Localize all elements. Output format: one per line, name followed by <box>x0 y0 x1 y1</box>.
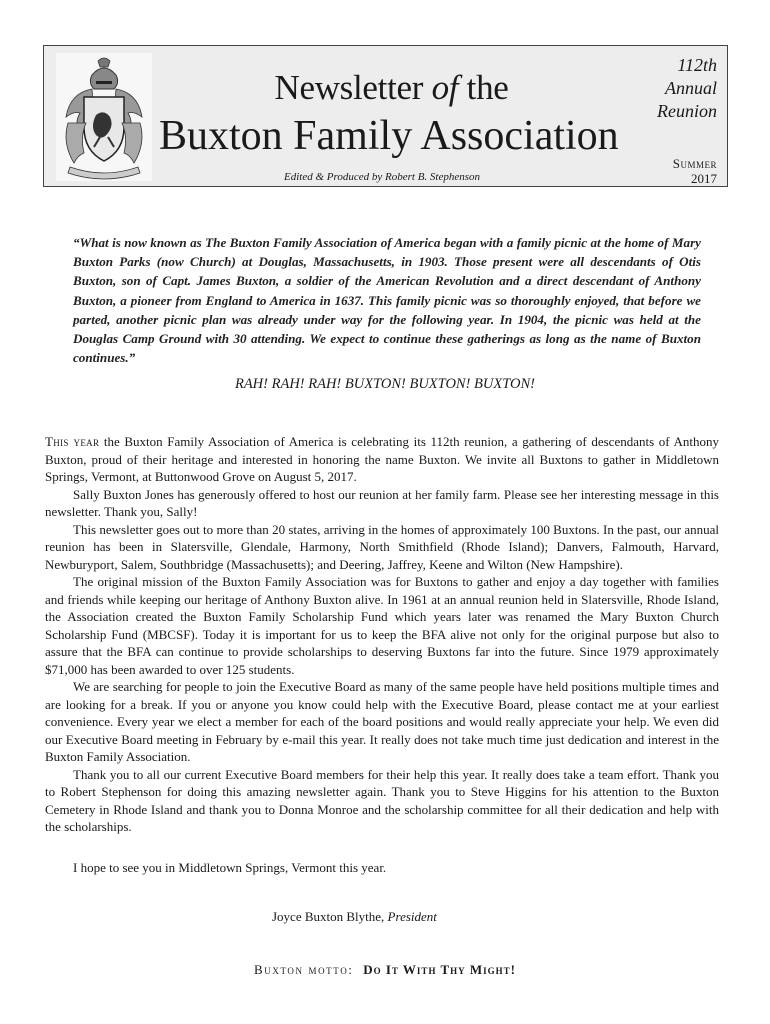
body-paragraph-5: We are searching for people to join the Executive Board as many of the same people have held positions multiple times and are looking for a break. If you or anyone you know could help with the Executive Board, please contact me at your earliest convenience. Every year we elect a member for each of the board positions and would really appreciate your help. We even did our Executive Board meeting in February by e-mail this year. It really does not take much time just dedication and interest in the Buxton Family Association. <box>45 679 719 764</box>
body-paragraph-6: Thank you to all our current Executive Board members for their help this year. It really does take a team effort. Thank you to Robert Stephenson for doing this amazing newsletter again. Thank you to Steve Higgins for his attention to the Buxton Cemetery in Rhode Island and thank you to Donna Monroe and the scholarship committee for all their dedication and help with the scholarships. <box>45 766 719 834</box>
signature-name: Joyce Buxton Blythe, <box>272 909 388 924</box>
annual-number: 112th <box>677 55 717 75</box>
body-paragraph-3: This newsletter goes out to more than 20 states, arriving in the homes of approximately 100 Buxtons. In the past, our annual reunion has been in Slatersville, Glendale, Harmony, North Smithfield (Rhode Island); Danvers, Falmouth, Harvard, Newburyport, Salem, Southbridge (Massachusetts); and Deering, Jaffrey, Keene and Wilton (New Hampshire). <box>45 521 719 572</box>
history-quote: “What is now known as The Buxton Family Association of America began with a family picnic at the home of Mary Buxton Parks (now Church) at Douglas, Massachusetts, in 1903. Those present were all descendants of Otis Buxton, son of Capt. James Buxton, a soldier of the American Revolution and a direct descendant of Anthony Buxton, a pioneer from England to America in 1637. This family picnic was so thoroughly enjoyed, that before we parted, another picnic plan was already under way for the following year. In 1904, the picnic was held at the Douglas Camp Ground with 30 attending. We expect to continue these gatherings as long as the name of Buxton continues.” <box>73 235 701 366</box>
motto-label: Buxton motto: <box>254 962 354 977</box>
family-motto <box>0 962 770 978</box>
cheer-line: RAH! RAH! RAH! BUXTON! BUXTON! BUXTON! <box>234 376 536 392</box>
reunion-info <box>622 54 717 186</box>
motto-text: Do It With Thy Might! <box>363 962 516 977</box>
season-label: Summer <box>672 156 717 171</box>
closing-line: I hope to see you in Middletown Springs, Vermont this year. <box>73 860 387 875</box>
lead-in: This year <box>45 434 100 449</box>
editor-credit: Edited & Produced by Robert B. Stephenson <box>284 171 481 183</box>
annual-label: Annual <box>665 78 717 98</box>
body-paragraph-2: Sally Buxton Jones has generously offered to host our reunion at her family farm. Please see her interesting message in this newsletter. Thank you, Sally! <box>45 486 719 519</box>
year-label: 2017 <box>691 171 717 186</box>
newsletter-body <box>45 433 719 836</box>
masthead-title-main: Buxton Family Association <box>159 113 619 159</box>
masthead <box>43 45 728 187</box>
masthead-title-line1: Newsletter of the <box>274 68 509 107</box>
signature <box>272 909 437 925</box>
body-paragraph-1: This year the Buxton Family Association of America is celebrating its 112th reunion, a gathering of descendants of Anthony Buxton, proud of their heritage and interested in honoring the name Buxton. We invite all Buxtons to gather in Middletown Springs, Vermont, at Buttonwood Grove on August 5, 2017. <box>45 434 719 484</box>
signature-title: President <box>387 909 437 924</box>
reunion-label: Reunion <box>657 101 717 121</box>
body-paragraph-4: The original mission of the Buxton Family Association was for Buxtons to gather and enjoy a day together with families and friends while keeping our heritage of Anthony Buxton alive. In 1961 at an annual reunion held in Slatersville, Rhode Island, the Association created the Buxton Family Scholarship Fund which years later was renamed the Mary Buxton Church Scholarship Fund (MBCSF). Today it is important for us to keep the BFA alive not only for the original purpose but also to assure that the BFA can continue to provide scholarships to deserving Buxtons far into the future. Since 1979 approximately $71,000 has been awarded to over 125 students. <box>45 574 719 677</box>
